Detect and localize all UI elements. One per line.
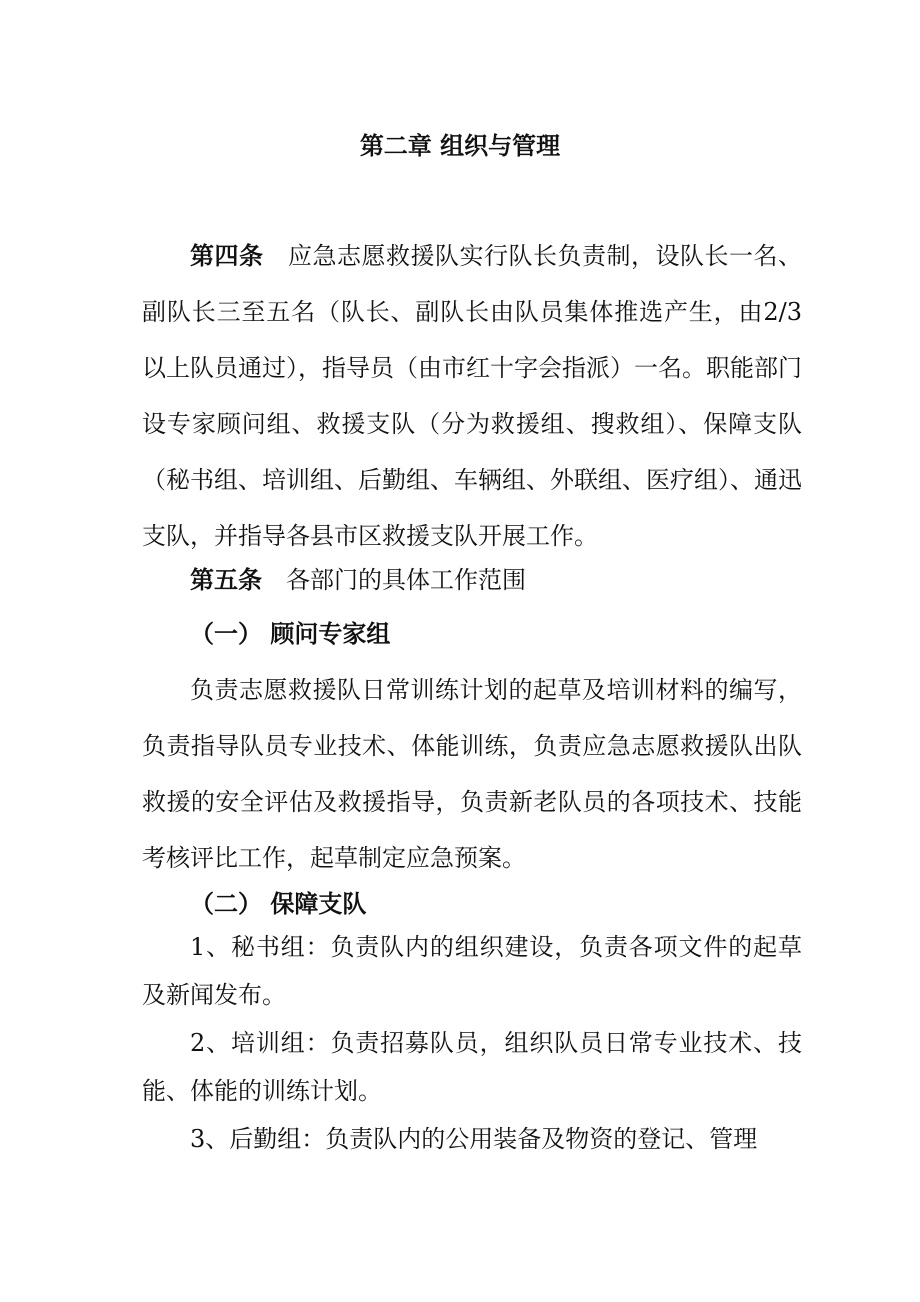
article-5-label: 第五条 <box>190 566 262 594</box>
chapter-title: 第二章 组织与管理 <box>359 132 561 160</box>
article-5-text: 各部门的具体工作范围 <box>286 566 526 594</box>
section-2-item-secretary: 1、秘书组：负责队内的组织建设，负责各项文件的起草及新闻发布。 <box>142 933 802 1009</box>
section-2-heading: （二） 保障支队 <box>190 890 367 918</box>
section-2-item-logistics: 3、后勤组：负责队内的公用装备及物资的登记、管理 <box>190 1125 758 1153</box>
article-4-text: 应急志愿救援队实行队长负责制，设队长一名、副队长三至五名（队长、副队长由队员集体推选产生，由2/3以上队员通过），指导员（由市红十字会指派）一名。职能部门设专家顾问组、救援支队（分为救援组、搜救组）、保障支队（秘书组、培训组、后勤组、车辆组、外联组、医疗组）、通迅支队，并指导各县市区救援支队开展工作。 <box>142 242 802 550</box>
section-1-text: 负责志愿救援队日常训练计划的起草及培训材料的编写，负责指导队员专业技术、体能训练，负责应急志愿救援队出队救援的安全评估及救援指导，负责新老队员的各项技术、技能考核评比工作，起草制定应急预案。 <box>142 676 802 872</box>
section-1-heading: （一） 顾问专家组 <box>190 620 391 648</box>
article-4-paragraph <box>142 228 802 564</box>
article-4-label: 第四条 <box>190 242 264 270</box>
section-2-item-training: 2、培训组：负责招募队员，组织队员日常专业技术、技能、体能的训练计划。 <box>142 1029 802 1105</box>
article-5-paragraph <box>142 554 802 608</box>
